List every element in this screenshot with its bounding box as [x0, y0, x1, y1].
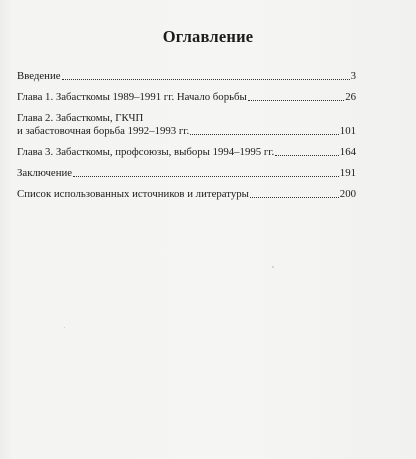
toc-entry-chapter-3	[17, 146, 356, 159]
dot-leader	[250, 196, 339, 198]
toc-entry-page: 101	[339, 125, 356, 137]
table-of-contents	[17, 70, 356, 201]
toc-entry-label-line-1: Глава 2. Забасткомы, ГКЧП	[17, 112, 144, 124]
dot-leader	[73, 175, 339, 177]
toc-entry-label: Введение	[17, 70, 61, 82]
dot-leader	[275, 154, 339, 156]
paper-speck	[64, 327, 65, 328]
toc-entry-chapter-1	[17, 91, 356, 104]
paper-speck	[272, 266, 274, 268]
toc-entry-label: Заключение	[17, 167, 73, 179]
toc-entry-page: 26	[345, 91, 356, 103]
toc-entry-bibliography	[17, 188, 356, 201]
page-title: Оглавление	[162, 27, 254, 46]
toc-entry-chapter-2	[17, 112, 356, 138]
toc-entry-label: Список использованных источников и литературы	[17, 188, 249, 200]
toc-entry-introduction	[17, 70, 356, 83]
toc-entry-page: 3	[350, 70, 356, 82]
toc-entry-page: 191	[339, 167, 356, 179]
toc-entry-conclusion	[17, 167, 356, 180]
toc-entry-label: Глава 3. Забасткомы, профсоюзы, выборы 1994–1995 гг.	[17, 146, 275, 158]
toc-entry-page: 164	[339, 146, 356, 158]
dot-leader	[248, 99, 344, 101]
toc-entry-label: Глава 1. Забасткомы 1989–1991 гг. Начало борьбы	[17, 91, 247, 103]
toc-entry-label: и забастовочная борьба 1992–1993 гг.	[17, 125, 190, 137]
dot-leader	[190, 133, 339, 135]
toc-entry-page: 200	[339, 188, 356, 200]
dot-leader	[62, 78, 350, 80]
